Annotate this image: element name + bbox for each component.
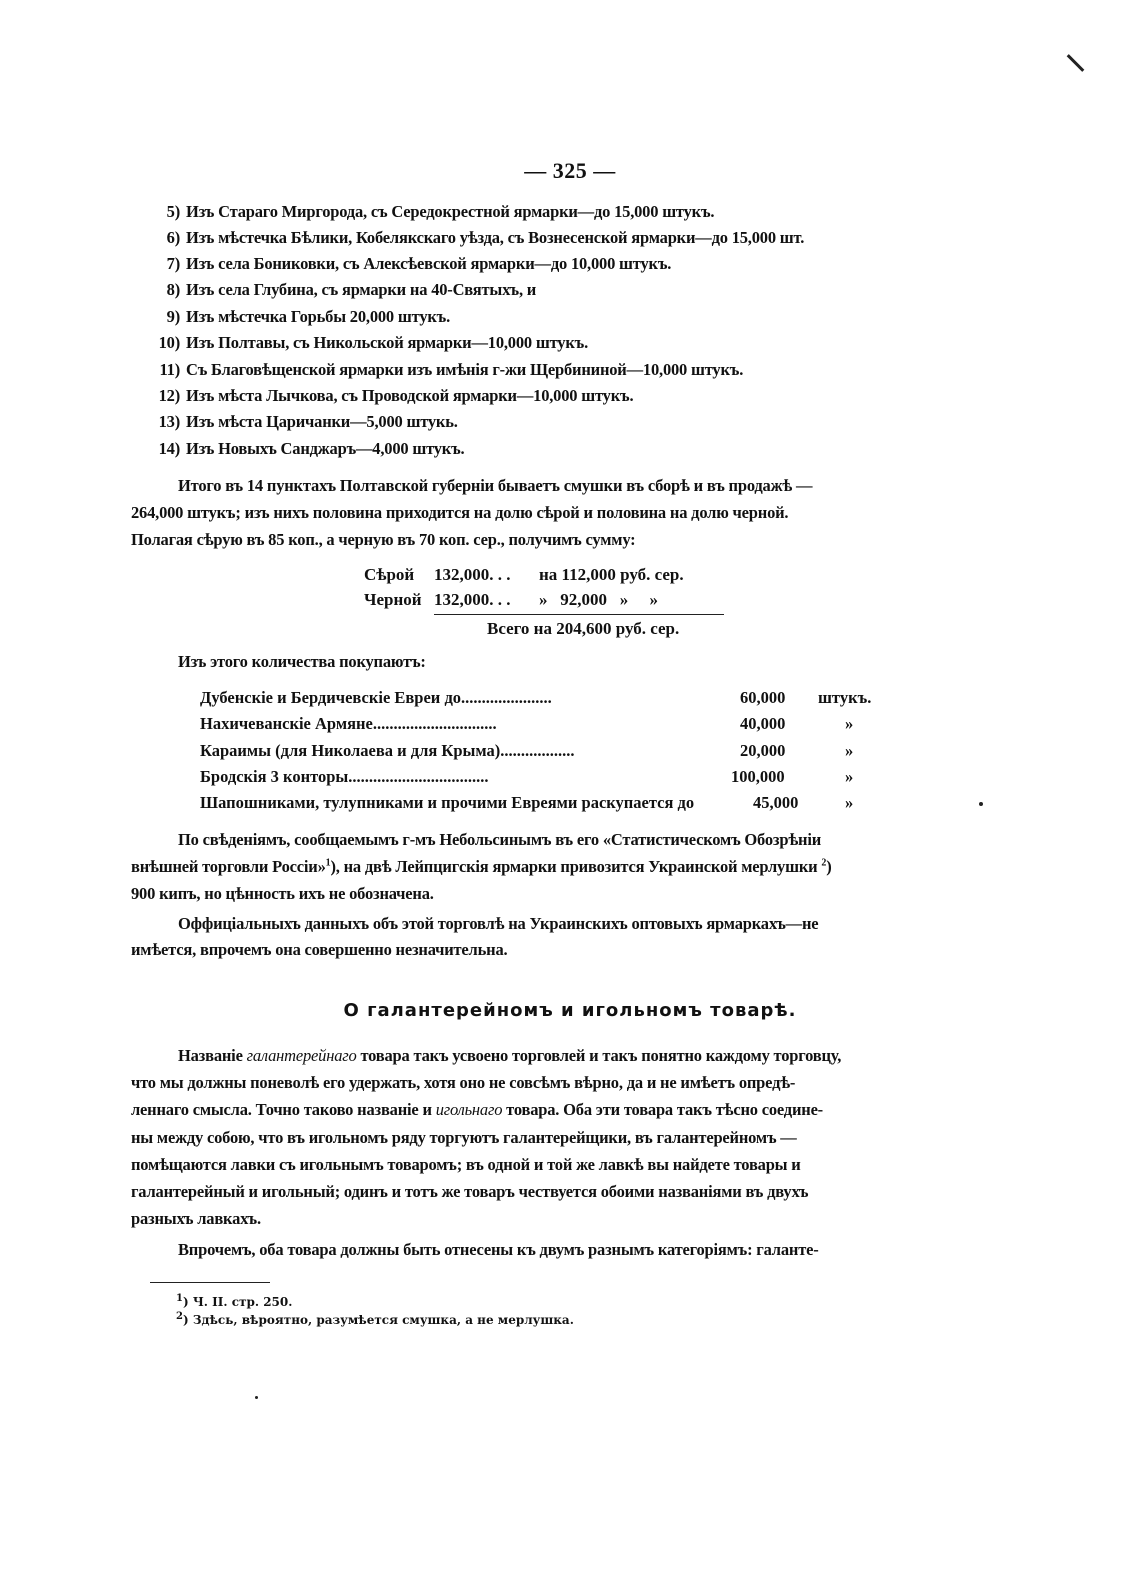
however-paragraph: Впрочемъ, оба товара должны быть отнесены къ двумъ разнымъ категоріямъ: галанте- xyxy=(178,1240,819,1259)
paragraph-line: ны между собою, что въ игольномъ ряду торгуютъ галантерейщики, въ галантерейномъ — xyxy=(131,1128,797,1147)
sum-rule xyxy=(434,614,724,615)
paragraph-line: помѣщаются лавки съ игольнымъ товаромъ; въ одной и той же лавкѣ вы найдете товары и xyxy=(131,1155,801,1174)
buyer-row: Нахичеванскіе Армяне.............................. 40,000 » xyxy=(200,714,854,733)
footnote-2: $^2$) Здѣсь, вѣроятно, разумѣется смушка, а не мерлушка. xyxy=(176,1311,574,1327)
buyers-intro: Изъ этого количества покупаютъ: xyxy=(178,652,426,671)
scan-mark xyxy=(1067,54,1085,72)
paragraph-line: 264,000 штукъ; изъ нихъ половина приходится на долю сѣрой и половина на долю черной. xyxy=(131,503,789,522)
paragraph-line: Итого въ 14 пунктахъ Полтавской губерніи бываетъ смушки въ сборѣ и въ продажѣ — xyxy=(178,476,813,495)
paragraph-line: леннаго смысла. Точно таково названіе и игольнаго товара. Оба эти товара такъ тѣсно соедине- xyxy=(131,1100,823,1119)
paragraph-line: По свѣденіямъ, сообщаемымъ г-мъ Небольсинымъ въ его «Статистическомъ Обозрѣніи xyxy=(178,830,822,849)
scan-speck xyxy=(979,802,983,806)
paragraph-line: 900 кипъ, но цѣнность ихъ не обозначена. xyxy=(131,884,434,903)
list-item: 8) Изъ села Глубина, съ ярмарки на 40-Святыхъ, и xyxy=(166,280,537,299)
paragraph-line: галантерейный и игольный; одинъ и тотъ же товаръ чествуется обоими названіями въ двухъ xyxy=(131,1182,809,1201)
paragraph-line: Полагая сѣрую въ 85 коп., а черную въ 70 коп. сер., получимъ сумму: xyxy=(131,530,636,549)
footnote-ref[interactable]: 2 xyxy=(821,857,827,869)
footnote-ref[interactable]: 1 xyxy=(325,857,331,869)
list-item: 10) Изъ Полтавы, съ Никольской ярмарки—10,000 штукъ. xyxy=(158,333,588,352)
section-heading: О галантерейномъ и игольномъ товарѣ. xyxy=(343,1000,797,1021)
list-item: 13) Изъ мѣста Царичанки—5,000 штукь. xyxy=(158,412,458,431)
buyer-row: Шапошниками, тулупниками и прочими Евреями раскупается до 45,000 » xyxy=(200,793,854,812)
buyer-row: Дубенскіе и Бердичевскіе Евреи до...................... 60,000 штукъ. xyxy=(200,688,872,707)
paragraph-line: внѣшней торговли Россіи»$^1$), на двѣ Лейпцигскія ярмарки привозится Украинской мерлушки $^2$) xyxy=(131,857,832,876)
scan-speck xyxy=(255,1396,258,1399)
list-item: 6) Изъ мѣстечка Бѣлики, Кобелякскаго уѣзда, съ Вознесенской ярмарки—до 15,000 шт. xyxy=(166,228,805,247)
paragraph-line: Названіе галантерейнаго товара такъ усвоено торговлей и такъ понятно каждому торговцу, xyxy=(178,1046,842,1065)
list-item: 12) Изъ мѣста Лычкова, съ Проводской ярмарки—10,000 штукъ. xyxy=(158,386,634,405)
calc-total: Всего на 204,600 руб. сер. xyxy=(487,619,680,638)
paragraph-line: разныхъ лавкахъ. xyxy=(131,1209,261,1228)
paragraph-line: имѣется, впрочемъ она совершенно незначительна. xyxy=(131,940,508,959)
footnote-rule xyxy=(150,1282,270,1283)
list-item: 5) Изъ Стараго Миргорода, съ Середокрестной ярмарки—до 15,000 штукъ. xyxy=(166,202,715,221)
calc-row-grey: Сѣрой 132,000. . . на 112,000 руб. сер. xyxy=(364,565,684,584)
paragraph-line: что мы должны поневолѣ его удержать, хотя оно не совсѣмъ вѣрно, да и не имѣетъ опредѣ- xyxy=(131,1073,796,1092)
buyer-row: Караимы (для Николаева и для Крыма).................. 20,000 » xyxy=(200,741,854,760)
buyer-row: Бродскія 3 конторы.................................. 100,000 » xyxy=(200,767,854,786)
footnote-1: $^1$) Ч. II. стр. 250. xyxy=(176,1293,293,1309)
calc-row-black: Черной 132,000. . . » 92,000 » » xyxy=(364,590,658,609)
list-item: 7) Изъ села Бониковки, съ Алексѣевской ярмарки—до 10,000 штукъ. xyxy=(166,254,672,273)
page-number: — 325 — xyxy=(524,158,616,183)
paragraph-line: Оффиціальныхъ данныхъ объ этой торговлѣ на Украинскихъ оптовыхъ ярмаркахъ—не xyxy=(178,914,819,933)
list-item: 11) Съ Благовѣщенской ярмарки изъ имѣнія г-жи Щербининой—10,000 штукъ. xyxy=(159,360,744,379)
list-item: 9) Изъ мѣстечка Горьбы 20,000 штукъ. xyxy=(166,307,451,326)
list-item: 14) Изъ Новыхъ Санджаръ—4,000 штукъ. xyxy=(158,439,465,458)
